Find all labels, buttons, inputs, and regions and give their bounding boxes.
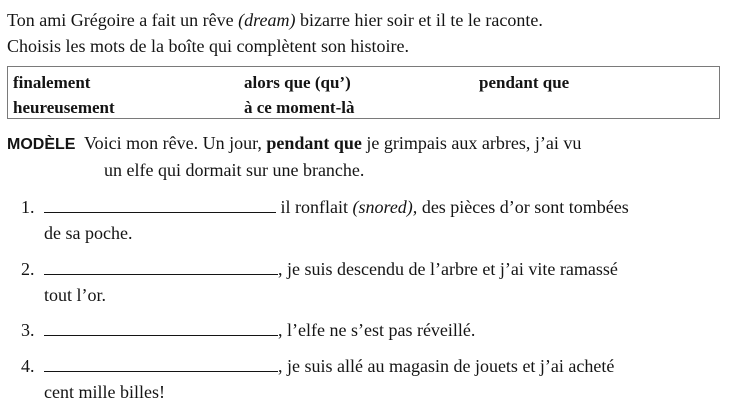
modele-line-2: un elfe qui dormait sur une branche. [104,160,365,180]
word-box-item: heureusement [13,98,115,117]
answer-blank[interactable] [44,197,276,213]
instruction-text: Ton ami Grégoire a fait un rêve [7,10,239,30]
word-box-item: pendant que [479,73,570,92]
answer-blank[interactable] [44,259,278,275]
modele-text: Voici mon rêve. Un jour, [83,133,267,153]
modele-line-1 [7,132,581,156]
modele-bold-text: pendant que [266,133,362,153]
exercise-item-1-continuation: de sa poche. [44,223,133,243]
item-text: , l’elfe ne s’est pas réveillé. [278,320,476,340]
exercise-item-1 [21,196,629,218]
word-box-item: alors que (qu’) [244,73,351,92]
item-text-end: des pièces d’or sont tombées [417,197,629,217]
item-number: 1. [21,197,35,217]
word-box-item: à ce moment-là [244,98,355,117]
instruction-text-end: bizarre hier soir et il te le raconte. [295,10,543,30]
exercise-item-2-continuation: tout l’or. [44,285,106,305]
instruction-italic-gloss: (dream) [238,10,296,30]
word-box [7,66,720,119]
item-italic-gloss: (snored), [352,197,418,217]
exercise-item-2 [21,258,618,280]
word-box-item: finalement [13,73,91,92]
answer-blank[interactable] [44,320,278,336]
instruction-line-2: Choisis les mots de la boîte qui complètent son histoire. [7,36,409,56]
modele-text-end: je grimpais aux arbres, j’ai vu [361,133,582,153]
exercise-item-4 [21,355,614,377]
item-number: 3. [21,320,35,340]
item-text: il ronflait [276,197,353,217]
item-text: , je suis allé au magasin de jouets et j’ai acheté [278,356,615,376]
exercise-item-3 [21,319,475,341]
exercise-item-4-continuation: cent mille billes! [44,382,165,402]
answer-blank[interactable] [44,356,278,372]
instruction-line-1 [7,9,543,31]
modele-label: MODÈLE [7,136,76,153]
item-text: , je suis descendu de l’arbre et j’ai vite ramassé [278,259,618,279]
item-number: 4. [21,356,35,376]
item-number: 2. [21,259,35,279]
